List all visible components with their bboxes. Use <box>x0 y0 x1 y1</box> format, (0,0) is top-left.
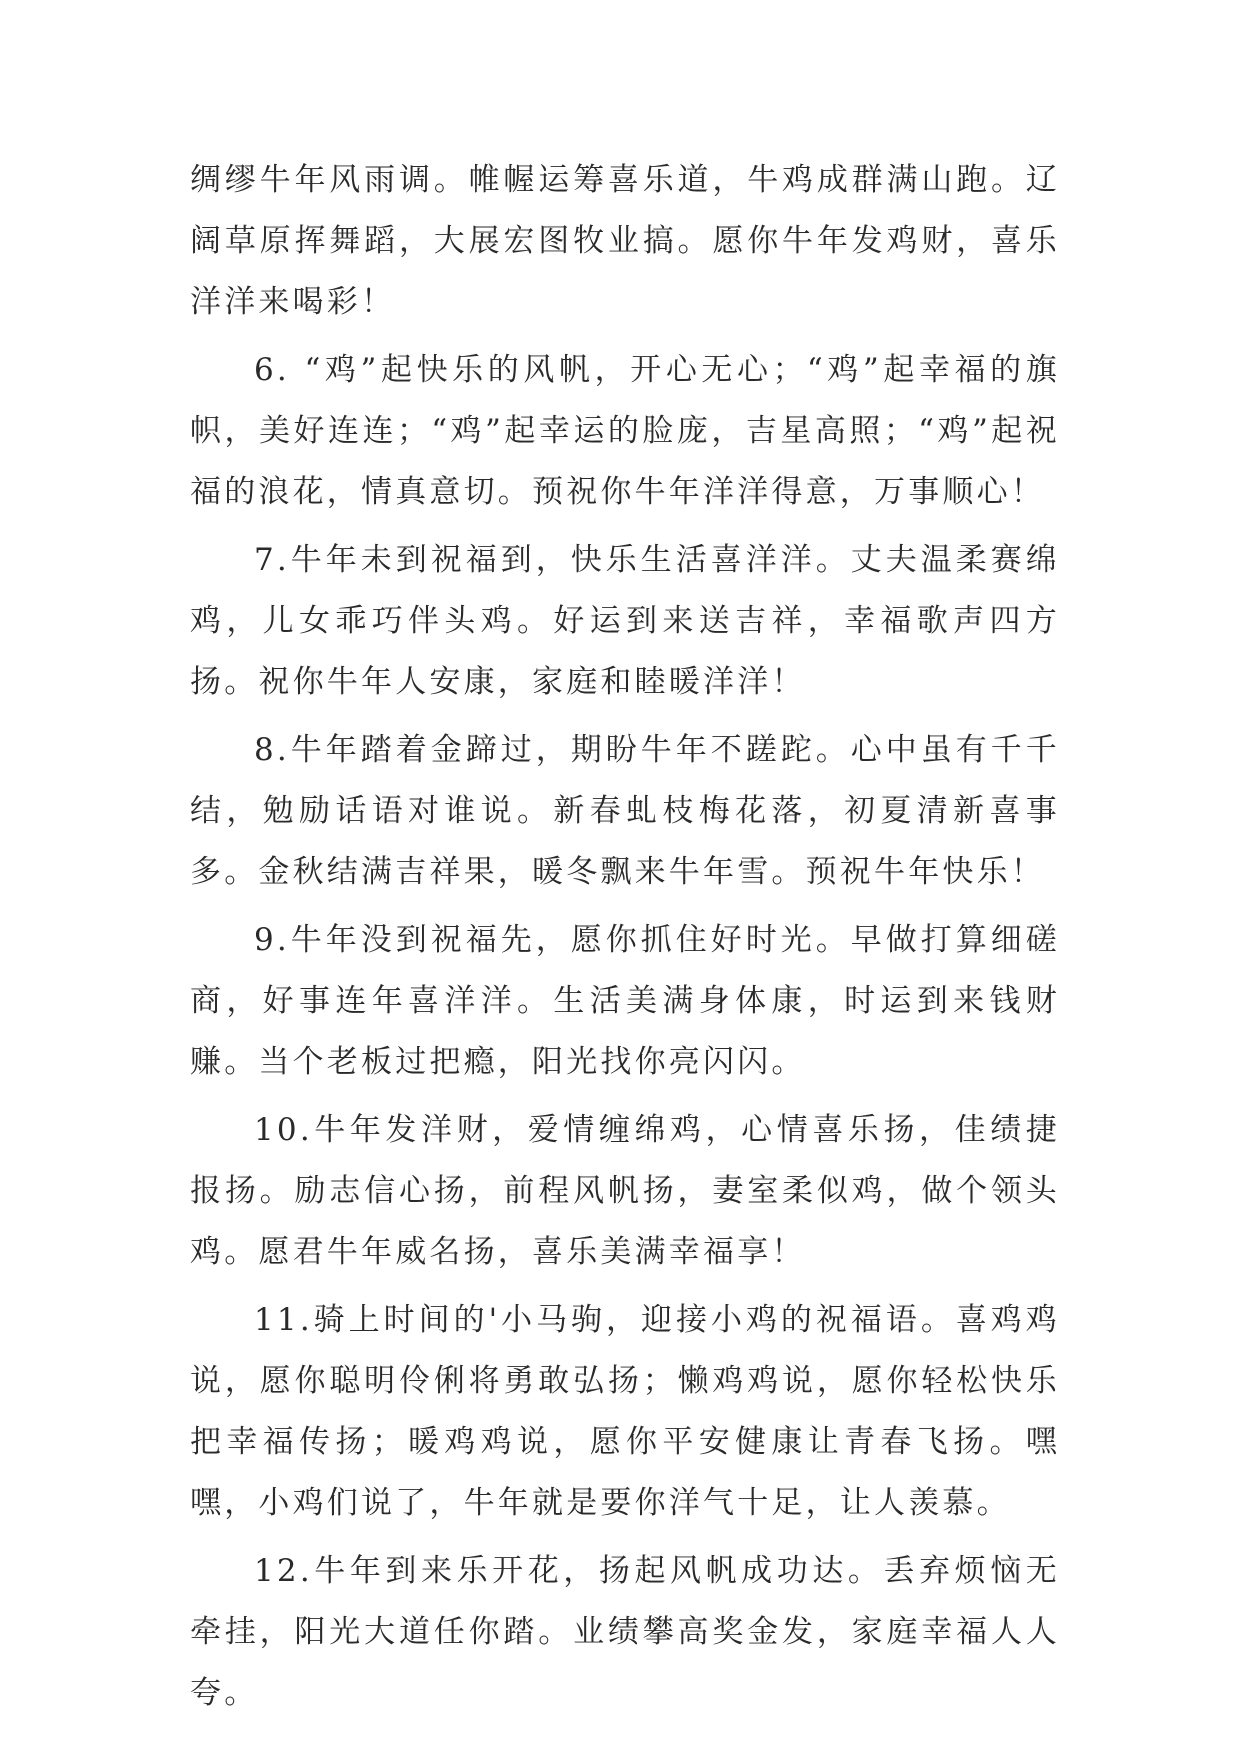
paragraph-item-6: 6. “鸡”起快乐的风帆，开心无心；“鸡”起幸福的旗帜，美好连连；“鸡”起幸运的脸庞，吉星高照；“鸡”起祝福的浪花，情真意切。预祝你牛年洋洋得意，万事顺心！ <box>190 352 1060 510</box>
paragraph-item-12: 12.牛年到来乐开花，扬起风帆成功达。丢弃烦恼无牵挂，阳光大道任你踏。业绩攀高奖金发，家庭幸福人人夸。 <box>190 1553 1060 1711</box>
paragraph-item-9: 9.牛年没到祝福先，愿你抓住好时光。早做打算细磋商，好事连年喜洋洋。生活美满身体康，时运到来钱财赚。当个老板过把瘾，阳光找你亮闪闪。 <box>190 922 1060 1080</box>
paragraph-item-11: 11.骑上时间的'小马驹，迎接小鸡的祝福语。喜鸡鸡说，愿你聪明伶俐将勇敢弘扬；懒鸡鸡说，愿你轻松快乐把幸福传扬；暖鸡鸡说，愿你平安健康让青春飞扬。嘿嘿，小鸡们说了，牛年就是要你洋气十足，让人羡慕。 <box>190 1302 1060 1521</box>
paragraph-item-7: 7.牛年未到祝福到，快乐生活喜洋洋。丈夫温柔赛绵鸡，儿女乖巧伴头鸡。好运到来送吉祥，幸福歌声四方扬。祝你牛年人安康，家庭和睦暖洋洋！ <box>190 542 1060 700</box>
paragraph-continuation: 绸缪牛年风雨调。帷幄运筹喜乐道，牛鸡成群满山跑。辽阔草原挥舞蹈，大展宏图牧业搞。愿你牛年发鸡财，喜乐洋洋来喝彩！ <box>190 162 1060 320</box>
document-body <box>190 150 1060 1731</box>
paragraph-item-10: 10.牛年发洋财，爱情缠绵鸡，心情喜乐扬，佳绩捷报扬。励志信心扬，前程风帆扬，妻室柔似鸡，做个领头鸡。愿君牛年威名扬，喜乐美满幸福享！ <box>190 1112 1060 1270</box>
paragraph-item-8: 8.牛年踏着金蹄过，期盼牛年不蹉跎。心中虽有千千结，勉励话语对谁说。新春虬枝梅花落，初夏清新喜事多。金秋结满吉祥果，暖冬飘来牛年雪。预祝牛年快乐！ <box>190 732 1060 890</box>
